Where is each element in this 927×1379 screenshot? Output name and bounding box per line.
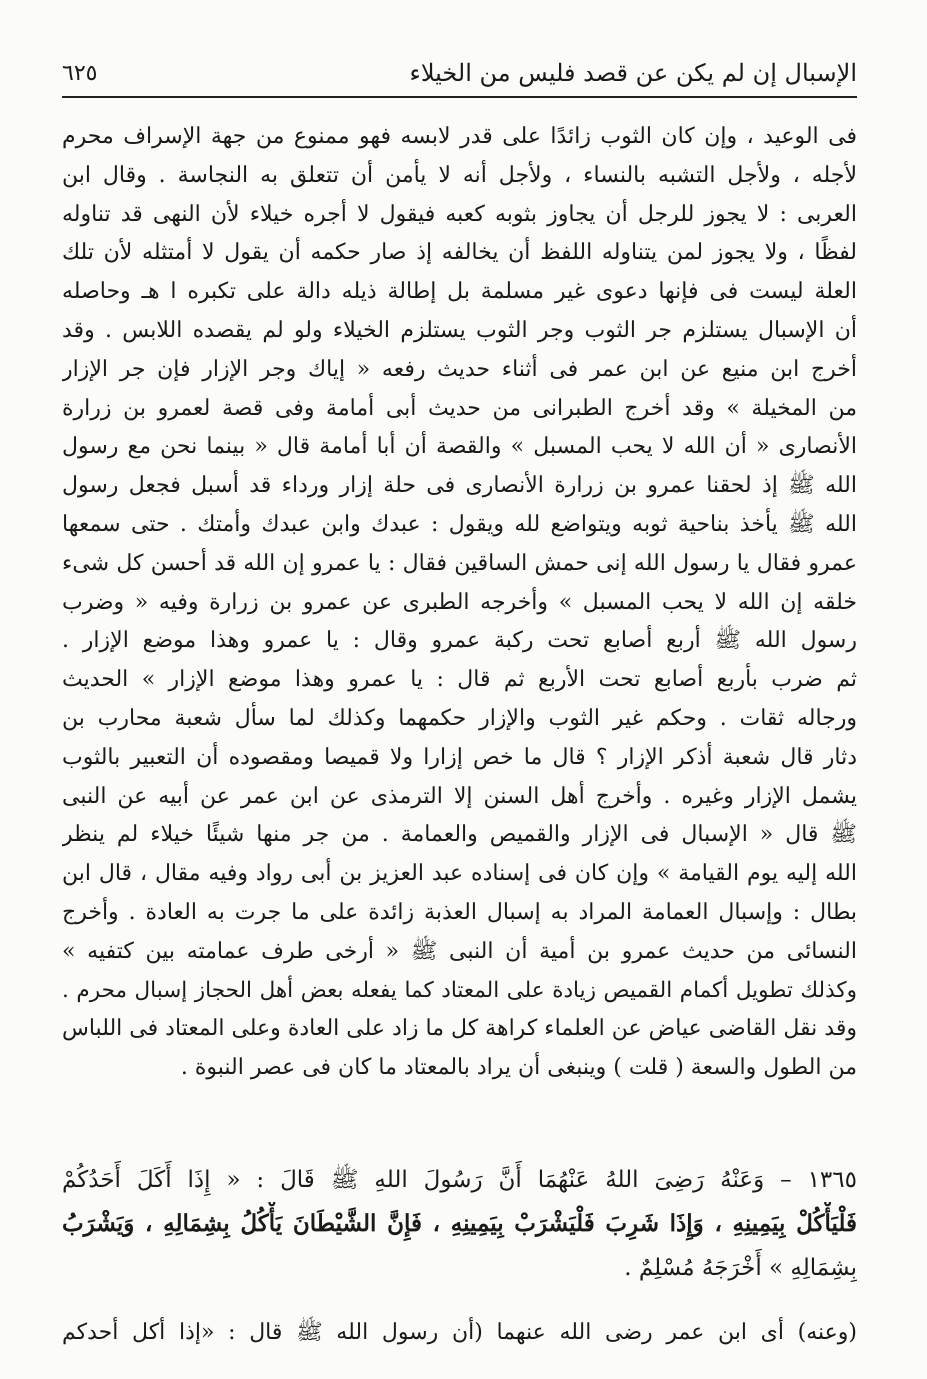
hadith-line: بِشِمَالِهِ » أَخْرَجَهُ مُسْلِمٌ . [624,1255,857,1281]
commentary-line: ﷺ قال « الإسبال فى الإزار والقميص والعمامة . من جر منها شيئًا خيلاء لم ينظر [62,822,857,848]
commentary-line: يشمل الإزار وغيره . وأخرج أهل السنن إلا الترمذى عن ابن عمر عن أبيه عن النبى [62,783,857,809]
commentary-line: الله ﷺ يأخذ بناحية ثوبه ويتواضع لله ويقول : عبدك وابن عبدك وأمتك . حتى سمعها [62,511,857,537]
commentary-line: خلقه إن الله لا يحب المسبل » وأخرجه الطبرى عن عمرو بن زرارة وفيه « وضرب [62,589,857,615]
running-title: الإسبال إن لم يكن عن قصد فليس من الخيلاء [409,59,857,87]
header-divider [62,96,857,98]
explanation-line: (وعنه) أى ابن عمر رضى الله عنهما (أن رسول الله ﷺ قال : «إذا أكل أحدكم [62,1320,857,1345]
commentary-line: عمرو فقال يا رسول الله إنى حمش الساقين فقال : يا عمرو إن الله قد أحسن كل شىء [62,550,857,576]
commentary-line: من الطول والسعة ( قلت ) وينبغى أن يراد بالمعتاد ما كان فى عصر النبوة . [180,1055,857,1081]
commentary-line: الأنصارى « أن الله لا يحب المسبل » والقصة أن أبا أمامة قال « بينما نحن مع رسول [62,434,857,460]
commentary-line: وكذلك تطويل أكمام القميص زيادة على المعتاد كما يفعله بعض أهل الحجاز إسبال محرم . [62,977,857,1003]
commentary-line: الله إليه يوم القيامة » وإن كان فى إسناده عبد العزيز بن أبى رواد وفيه مقال ، قال ابن [62,861,857,887]
commentary-line: رسول الله ﷺ أربع أصابع تحت ركبة عمرو وقال : يا عمرو وهذا موضع الإزار . [62,628,857,654]
commentary-line: فى الوعيد ، وإن كان الثوب زائدًا على قدر لابسه فهو ممنوع من جهة الإسراف محرم [62,124,857,149]
commentary-line: لفظًا ، ولا يجوز لمن يتناوله اللفظ أن يخالفه إذ صار حكمه أن يقول لا أمتثله لأن تلك [62,240,857,266]
commentary-line: العربى : لا يجوز للرجل أن يجاوز بثوبه كعبه فيقول لا أجره خيلاء لأن النهى قد تناوله [62,201,857,227]
commentary-line: ورجاله ثقات . وحكم غير الثوب والإزار حكمهما وكذلك لما سأل شعبة محارب بن [62,705,857,731]
commentary-line: أن الإسبال يستلزم جر الثوب وجر الثوب يستلزم الخيلاء ولو لم يقصده اللابس . وقد [62,317,857,343]
hadith-line: فَلْيَأْكُلْ بِيَمِينِهِ ، وَإِذَا شَرِبَ فَلْيَشْرَبْ بِيَمِينِهِ ، فَإِنَّ الشَّيْطَانَ يَأْكُلُ بِشِمَالِهِ ، وَيَشْرَبُ [62,1210,857,1237]
commentary-line: وقد نقل القاضى عياض عن العلماء كراهة كل ما زاد على العادة وعلى المعتاد فى اللباس [62,1016,857,1042]
commentary-line: أخرج ابن منيع عن ابن عمر فى أثناء حديث رفعه « إياك وجر الإزار فإن جر الإزار [62,356,857,382]
commentary-text [62,118,857,1088]
commentary-line: العلة ليست فى فإنها دعوى غير مسلمة بل إطالة ذيله دالة على تكبره ا هـ وحاصله [62,279,857,305]
page-number: ٦٢٥ [62,60,98,86]
commentary-line: الله ﷺ إذ لحقنا عمرو بن زرارة الأنصارى فى حلة إزار ورداء قد أسبل فجعل رسول [62,473,857,499]
commentary-line: بطال : وإسبال العمامة المراد به إسبال العذبة زائدة على ما جرت به العادة . وأخرج [62,899,857,925]
commentary-line: ثم ضرب بأربع أصابع تحت الأربع ثم قال : يا عمرو وهذا موضع الإزار » الحديث [62,667,857,693]
commentary-line: لأجله ، ولأجل التشبه بالنساء ، ولأجل أنه لا يأمن أن تتعلق به النجاسة . وقال ابن [62,162,857,188]
page-header [62,50,857,96]
commentary-line: دثار قال شعبة أذكر الإزار ؟ قال ما خص إزارا ولا قميصا ومقصوده أن التعبير بالثوب [62,744,857,770]
hadith-text [62,1158,857,1290]
commentary-line: من المخيلة » وقد أخرج الطبرانى من حديث أبى أمامة وفى قصة لعمرو بن زرارة [62,395,857,421]
commentary-line: النسائى من حديث عمرو بن أمية أن النبى ﷺ « أرخى طرف عمامته بين كتفيه » [62,938,857,964]
explanation-text [62,1313,857,1353]
hadith-line: ١٣٦٥ – وَعَنْهُ رَضِىَ اللهُ عَنْهُمَا أَنَّ رَسُولَ اللهِ ﷺ قَالَ : « إِذَا أَكَلَ أَحَدُكُمْ [62,1167,857,1193]
